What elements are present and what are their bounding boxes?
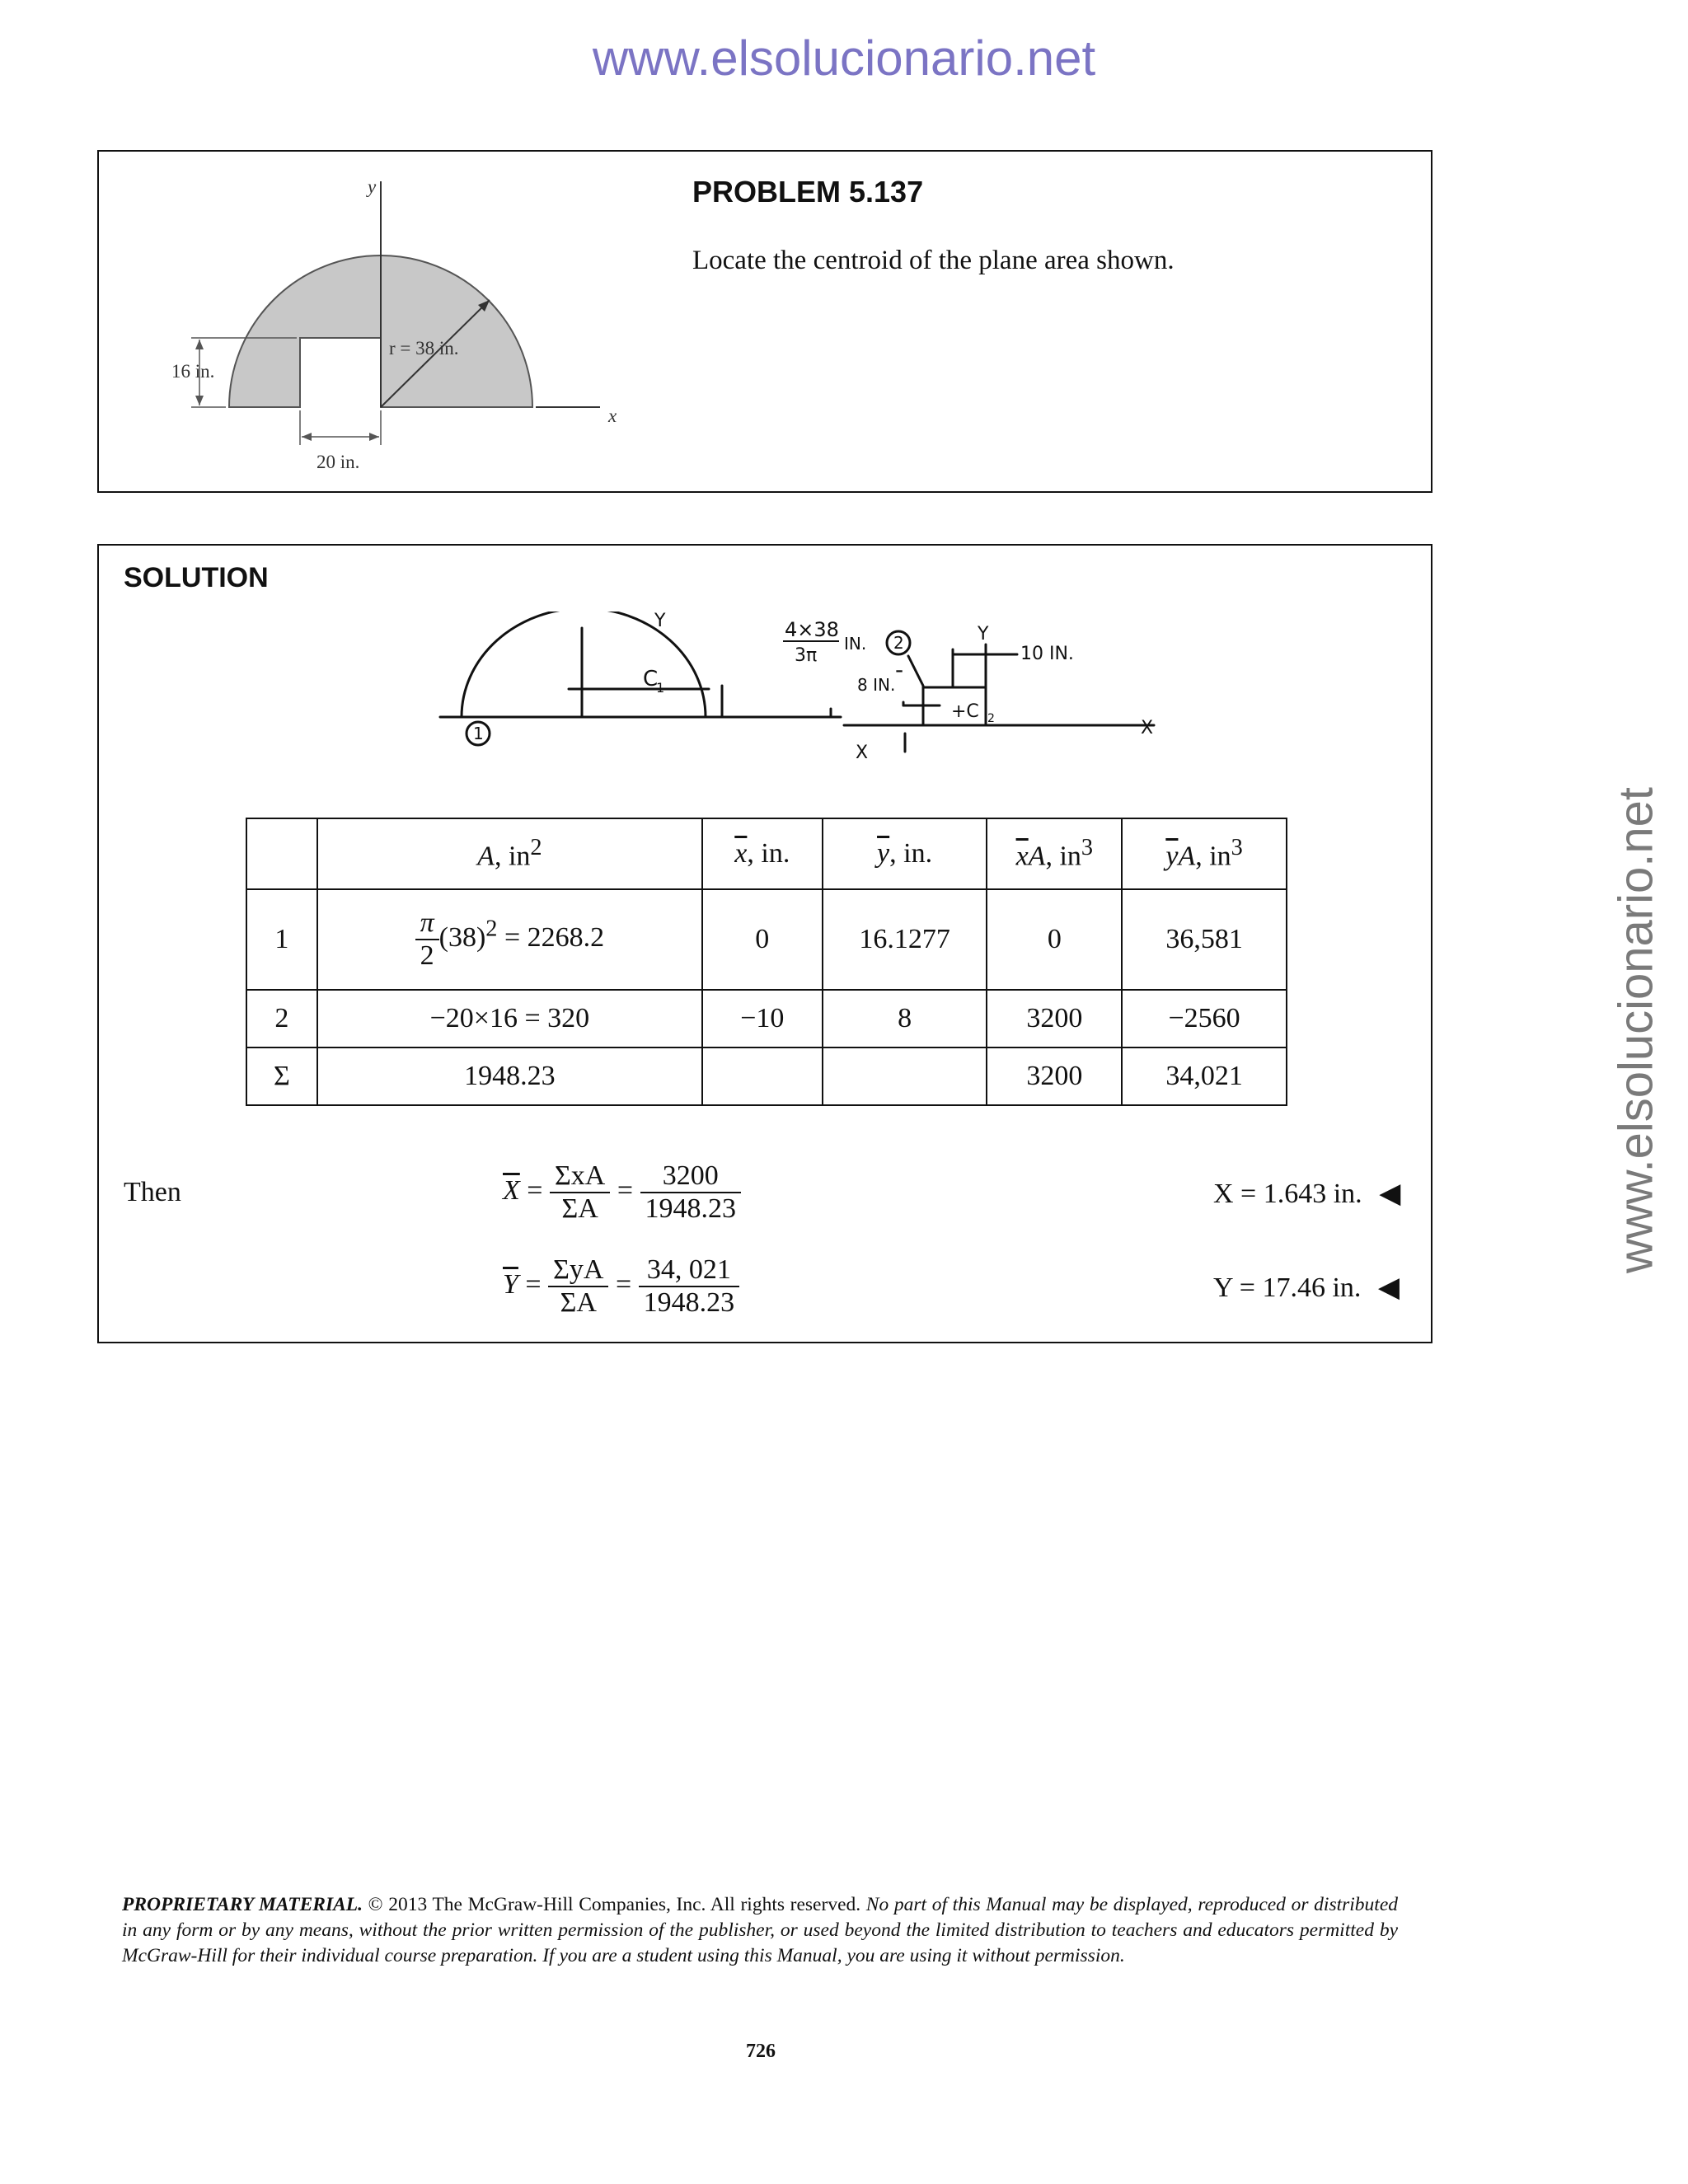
sketch-dist-num: 4×38 — [785, 618, 839, 641]
then-label: Then — [124, 1177, 181, 1207]
watermark-side: www.elsolucionario.net — [1609, 787, 1663, 1273]
sketch-left-x: X — [856, 743, 869, 760]
answer-arrow-icon: ◀ — [1377, 1272, 1400, 1303]
problem-statement: Locate the centroid of the plane area shown. — [692, 246, 1175, 275]
table-row: Σ 1948.23 3200 34,021 — [246, 1047, 1287, 1105]
problem-figure — [99, 152, 725, 491]
sketch-dist-unit: IN. — [844, 634, 867, 654]
table-row: 1 $\frac{\pi}{2}$ $(38)^2 = 2268.2$ 0 16.1277 0 36,581 — [246, 889, 1287, 990]
solution-heading: SOLUTION — [124, 562, 269, 593]
equation-x: $\overline{X}$ = $\frac{\text{ΣxA}}{\Sigma A}$ = $\frac{3200}{1948.23}$ — [503, 1160, 741, 1225]
answer-y: Y = 17.46 in. ◀ — [1213, 1272, 1400, 1303]
sketch-eight-in: 8 IN. — [857, 675, 896, 695]
x-axis-label: x — [608, 405, 617, 426]
equation-y: $\overline{Y}$ = $\frac{\text{ΣyA}}{\Sigma A}$ = $\frac{34, 021}{1948.23}$ — [503, 1254, 739, 1319]
header-xbar: $\overline{x}$, in. — [702, 818, 823, 889]
header-blank — [246, 818, 317, 889]
sketch-c1: C — [643, 667, 659, 691]
sketch-left-y: Y — [654, 612, 666, 631]
sketch-circle2: 2 — [893, 633, 904, 653]
width-label: 20 in. — [316, 452, 360, 472]
sketch-c2-sub: 2 — [987, 712, 995, 725]
problem-box — [97, 150, 1432, 493]
header-area: A, $in^2$ — [317, 818, 702, 889]
answer-x: X = 1.643 in. ◀ — [1213, 1179, 1401, 1209]
header-ya: $\overline{y}A$, $in^3$ — [1122, 818, 1287, 889]
answer-arrow-icon: ◀ — [1379, 1179, 1401, 1209]
sketch-c2: +C — [951, 701, 979, 722]
sketch-dist-den: 3π — [795, 645, 818, 666]
sketch-right-y: Y — [978, 624, 989, 644]
solution-sketch — [429, 612, 1236, 760]
sketch-c1-sub: 1 — [656, 680, 665, 696]
y-axis-label: y — [368, 176, 377, 197]
sketch-right-x: X — [1141, 718, 1154, 738]
sketch-minus: - — [895, 656, 904, 683]
header-ybar: $\overline{y}$, in. — [823, 818, 987, 889]
table-header-row — [246, 818, 1287, 889]
height-label: 16 in. — [171, 361, 215, 382]
problem-title: PROBLEM 5.137 — [692, 175, 924, 209]
radius-label: r = 38 in. — [389, 338, 459, 359]
table-row: 2 −20×16 = 320 −10 8 3200 −2560 — [246, 990, 1287, 1047]
copyright-notice: PROPRIETARY MATERIAL. © 2013 The McGraw-Hill Companies, Inc. All rights reserved. No part of this Manual may be displayed, reproduced or distributed in any form or by any means, without the prior written permission of the publisher, or used beyond the limited distribution to teachers and educators permitted by McGraw-Hill for their individual course preparation. If you are a student using this Manual, you are using it without permission. — [122, 1894, 1399, 1966]
watermark-top: www.elsolucionario.net — [592, 30, 1096, 86]
centroid-table — [246, 818, 1287, 1106]
sketch-ten-in: 10 IN. — [1020, 644, 1074, 664]
page-number: 726 — [746, 2041, 776, 2062]
header-xa: $\overline{x}A$, $in^3$ — [987, 818, 1122, 889]
solution-box — [97, 544, 1432, 1343]
sketch-circle1: 1 — [473, 724, 484, 743]
